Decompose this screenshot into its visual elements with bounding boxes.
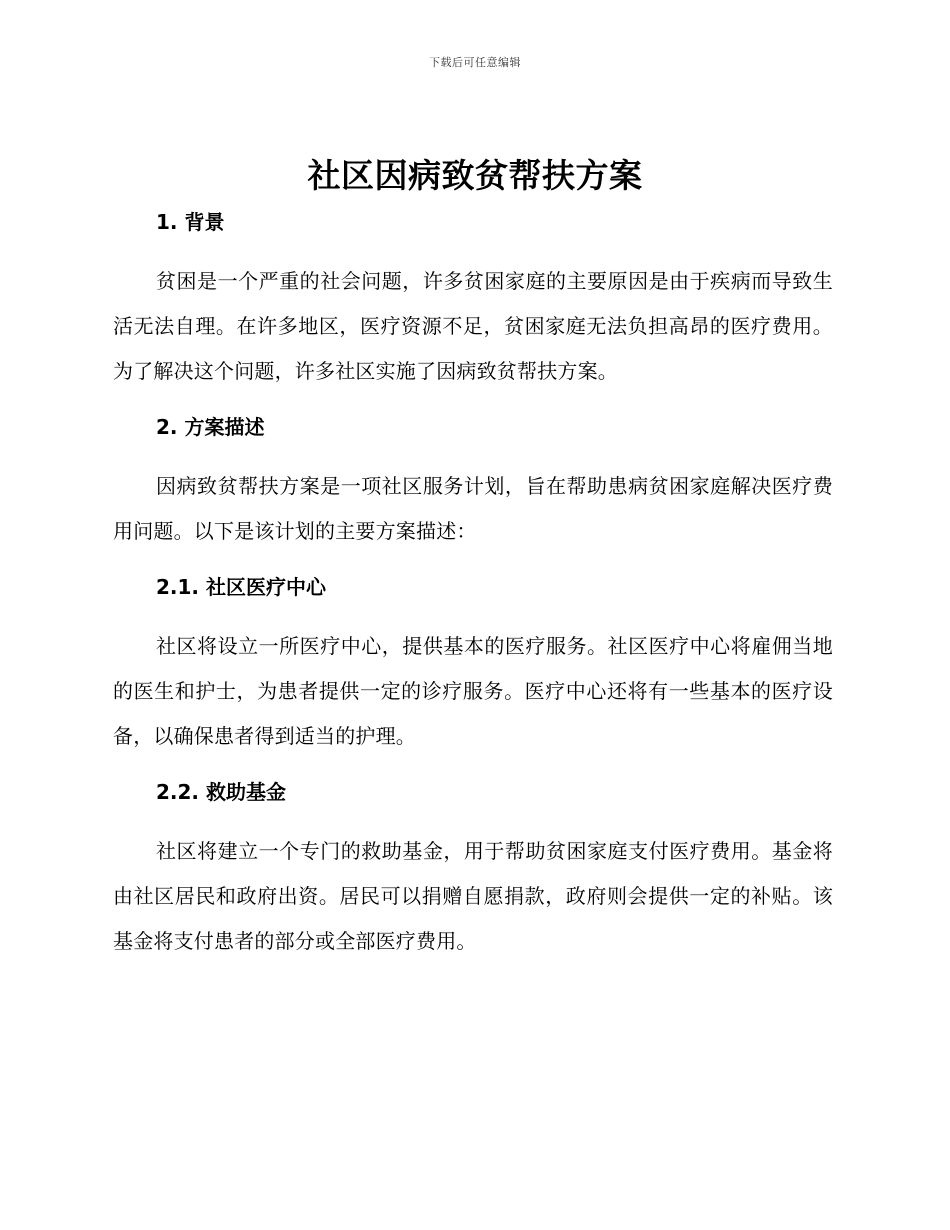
section-paragraph-relief-fund: 社区将建立一个专门的救助基金，用于帮助贫困家庭支付医疗费用。基金将由社区居民和政府出资。居民可以捐赠自愿捐款，政府则会提供一定的补贴。该基金将支付患者的部分或全部医疗费用。 — [113, 839, 833, 953]
document-body — [113, 205, 833, 964]
section-heading-plan-description: 2. 方案描述 — [156, 415, 265, 439]
section-paragraph-background: 贫困是一个严重的社会问题，许多贫困家庭的主要原因是由于疾病而导致生活无法自理。在许多地区，医疗资源不足，贫困家庭无法负担高昂的医疗费用。为了解决这个问题，许多社区实施了因病致贫帮扶方案。 — [113, 269, 833, 383]
document-title: 社区因病致贫帮扶方案 — [307, 156, 643, 195]
header-note: 下载后可任意编辑 — [429, 56, 521, 69]
section-paragraph-medical-center: 社区将设立一所医疗中心，提供基本的医疗服务。社区医疗中心将雇佣当地的医生和护士，为患者提供一定的诊疗服务。医疗中心还将有一些基本的医疗设备，以确保患者得到适当的护理。 — [113, 634, 833, 748]
section-heading-relief-fund: 2.2. 救助基金 — [156, 780, 286, 804]
section-paragraph-plan-description: 因病致贫帮扶方案是一项社区服务计划，旨在帮助患病贫困家庭解决医疗费用问题。以下是该计划的主要方案描述： — [113, 474, 833, 543]
section-heading-medical-center: 2.1. 社区医疗中心 — [156, 575, 326, 599]
section-heading-background: 1. 背景 — [156, 210, 225, 234]
